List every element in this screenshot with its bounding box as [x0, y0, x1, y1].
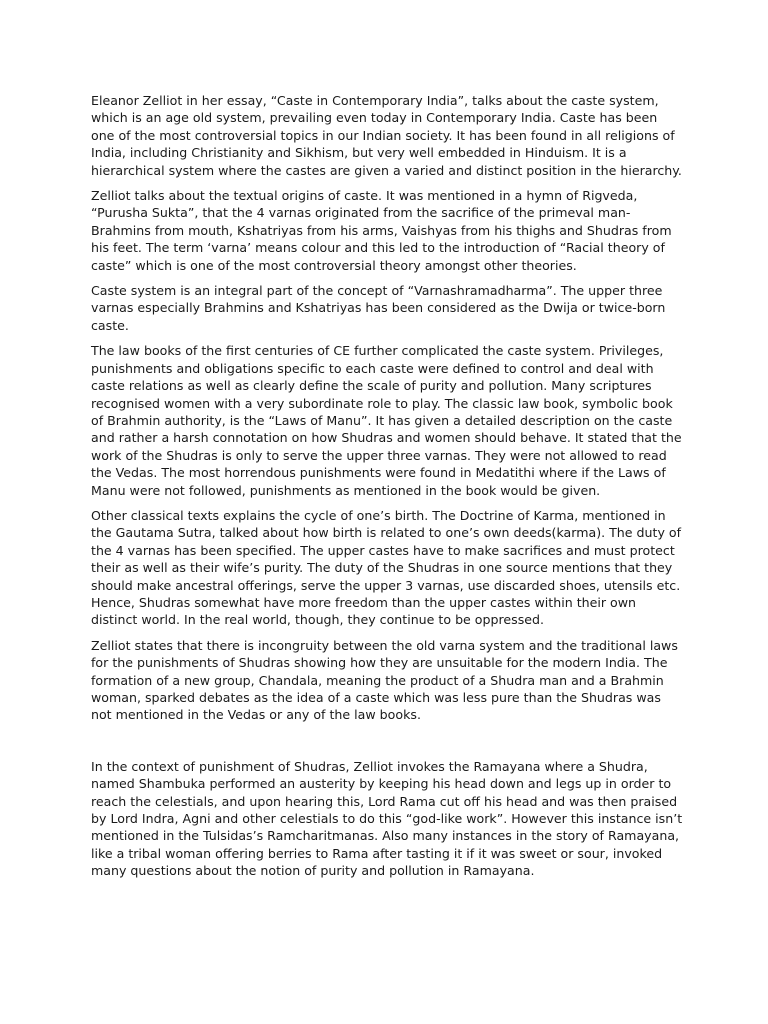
paragraph-7: In the context of punishment of Shudras, Zelliot invokes the Ramayana where a Shudra, named Shambuka performed an austerity by keeping his head down and legs up in order to reach the celestials, and upon hearing this, Lord Rama cut off his head and was then praised by Lord Indra, Agni and other celestials to do this “god-like work”. However this instance isn’t mentioned in the Tulsidas’s Ramcharitmanas. Also many instances in the story of Ramayana, like a tribal woman offering berries to Rama after tasting it if it was sweet or sour, invoked many questions about the notion of purity and pollution in Ramayana.: [91, 758, 683, 879]
paragraph-3: Caste system is an integral part of the concept of “Varnashramadharma”. The upper three varnas especially Brahmins and Kshatriyas has been considered as the Dwija or twice-born caste.: [91, 283, 666, 333]
paragraph-4: The law books of the first centuries of CE further complicated the caste system. Privileges, punishments and obligations specific to each caste were defined to control and deal with caste relations as well as clearly define the scale of purity and pollution. Many scriptures recognised women with a very subordinate role to play. The classic law book, symbolic book of Brahmin authority, is the “Laws of Manu”. It has given a detailed description on the caste and rather a harsh connotation on how Shudras and women should behave. It stated that the work of the Shudras is only to serve the upper three varnas. They were not allowed to read the Vedas. The most horrendous punishments were found in Medatithi where if the Laws of Manu were not followed, punishments as mentioned in the book would be given.: [91, 343, 682, 498]
paragraph-1: Eleanor Zelliot in her essay, “Caste in Contemporary India”, talks about the caste system, which is an age old system, prevailing even today in Contemporary India. Caste has been one of the most controversial topics in our Indian society. It has been found in all religions of India, including Christianity and Sikhism, but very well embedded in Hinduism. It is a hierarchical system where the castes are given a varied and distinct position in the hierarchy.: [91, 93, 682, 178]
paragraph-5: Other classical texts explains the cycle of one’s birth. The Doctrine of Karma, mentioned in the Gautama Sutra, talked about how birth is related to one’s own deeds(karma). The duty of the 4 varnas has been specified. The upper castes have to make sacrifices and must protect their as well as their wife’s purity. The duty of the Shudras in one source mentions that they should make ancestral offerings, serve the upper 3 varnas, use discarded shoes, utensils etc. Hence, Shudras somewhat have more freedom than the upper castes within their own distinct world. In the real world, though, they continue to be oppressed.: [91, 507, 682, 628]
paragraph-6: Zelliot states that there is incongruity between the old varna system and the traditional laws for the punishments of Shudras showing how they are unsuitable for the modern India. The formation of a new group, Chandala, meaning the product of a Shudra man and a Brahmin woman, sparked debates as the idea of a caste which was less pure than the Shudras was not mentioned in the Vedas or any of the law books.: [91, 637, 678, 723]
document-body: [91, 92, 683, 888]
paragraph-2: Zelliot talks about the textual origins of caste. It was mentioned in a hymn of Rigveda, “Purusha Sukta”, that the 4 varnas originated from the sacrifice of the primeval man- Brahmins from mouth, Kshatriyas from his arms, Vaishyas from his thighs and Shudras from his feet. The term ‘varna’ means colour and this led to the introduction of “Racial theory of caste” which is one of the most controversial theory amongst other theories.: [91, 188, 672, 273]
